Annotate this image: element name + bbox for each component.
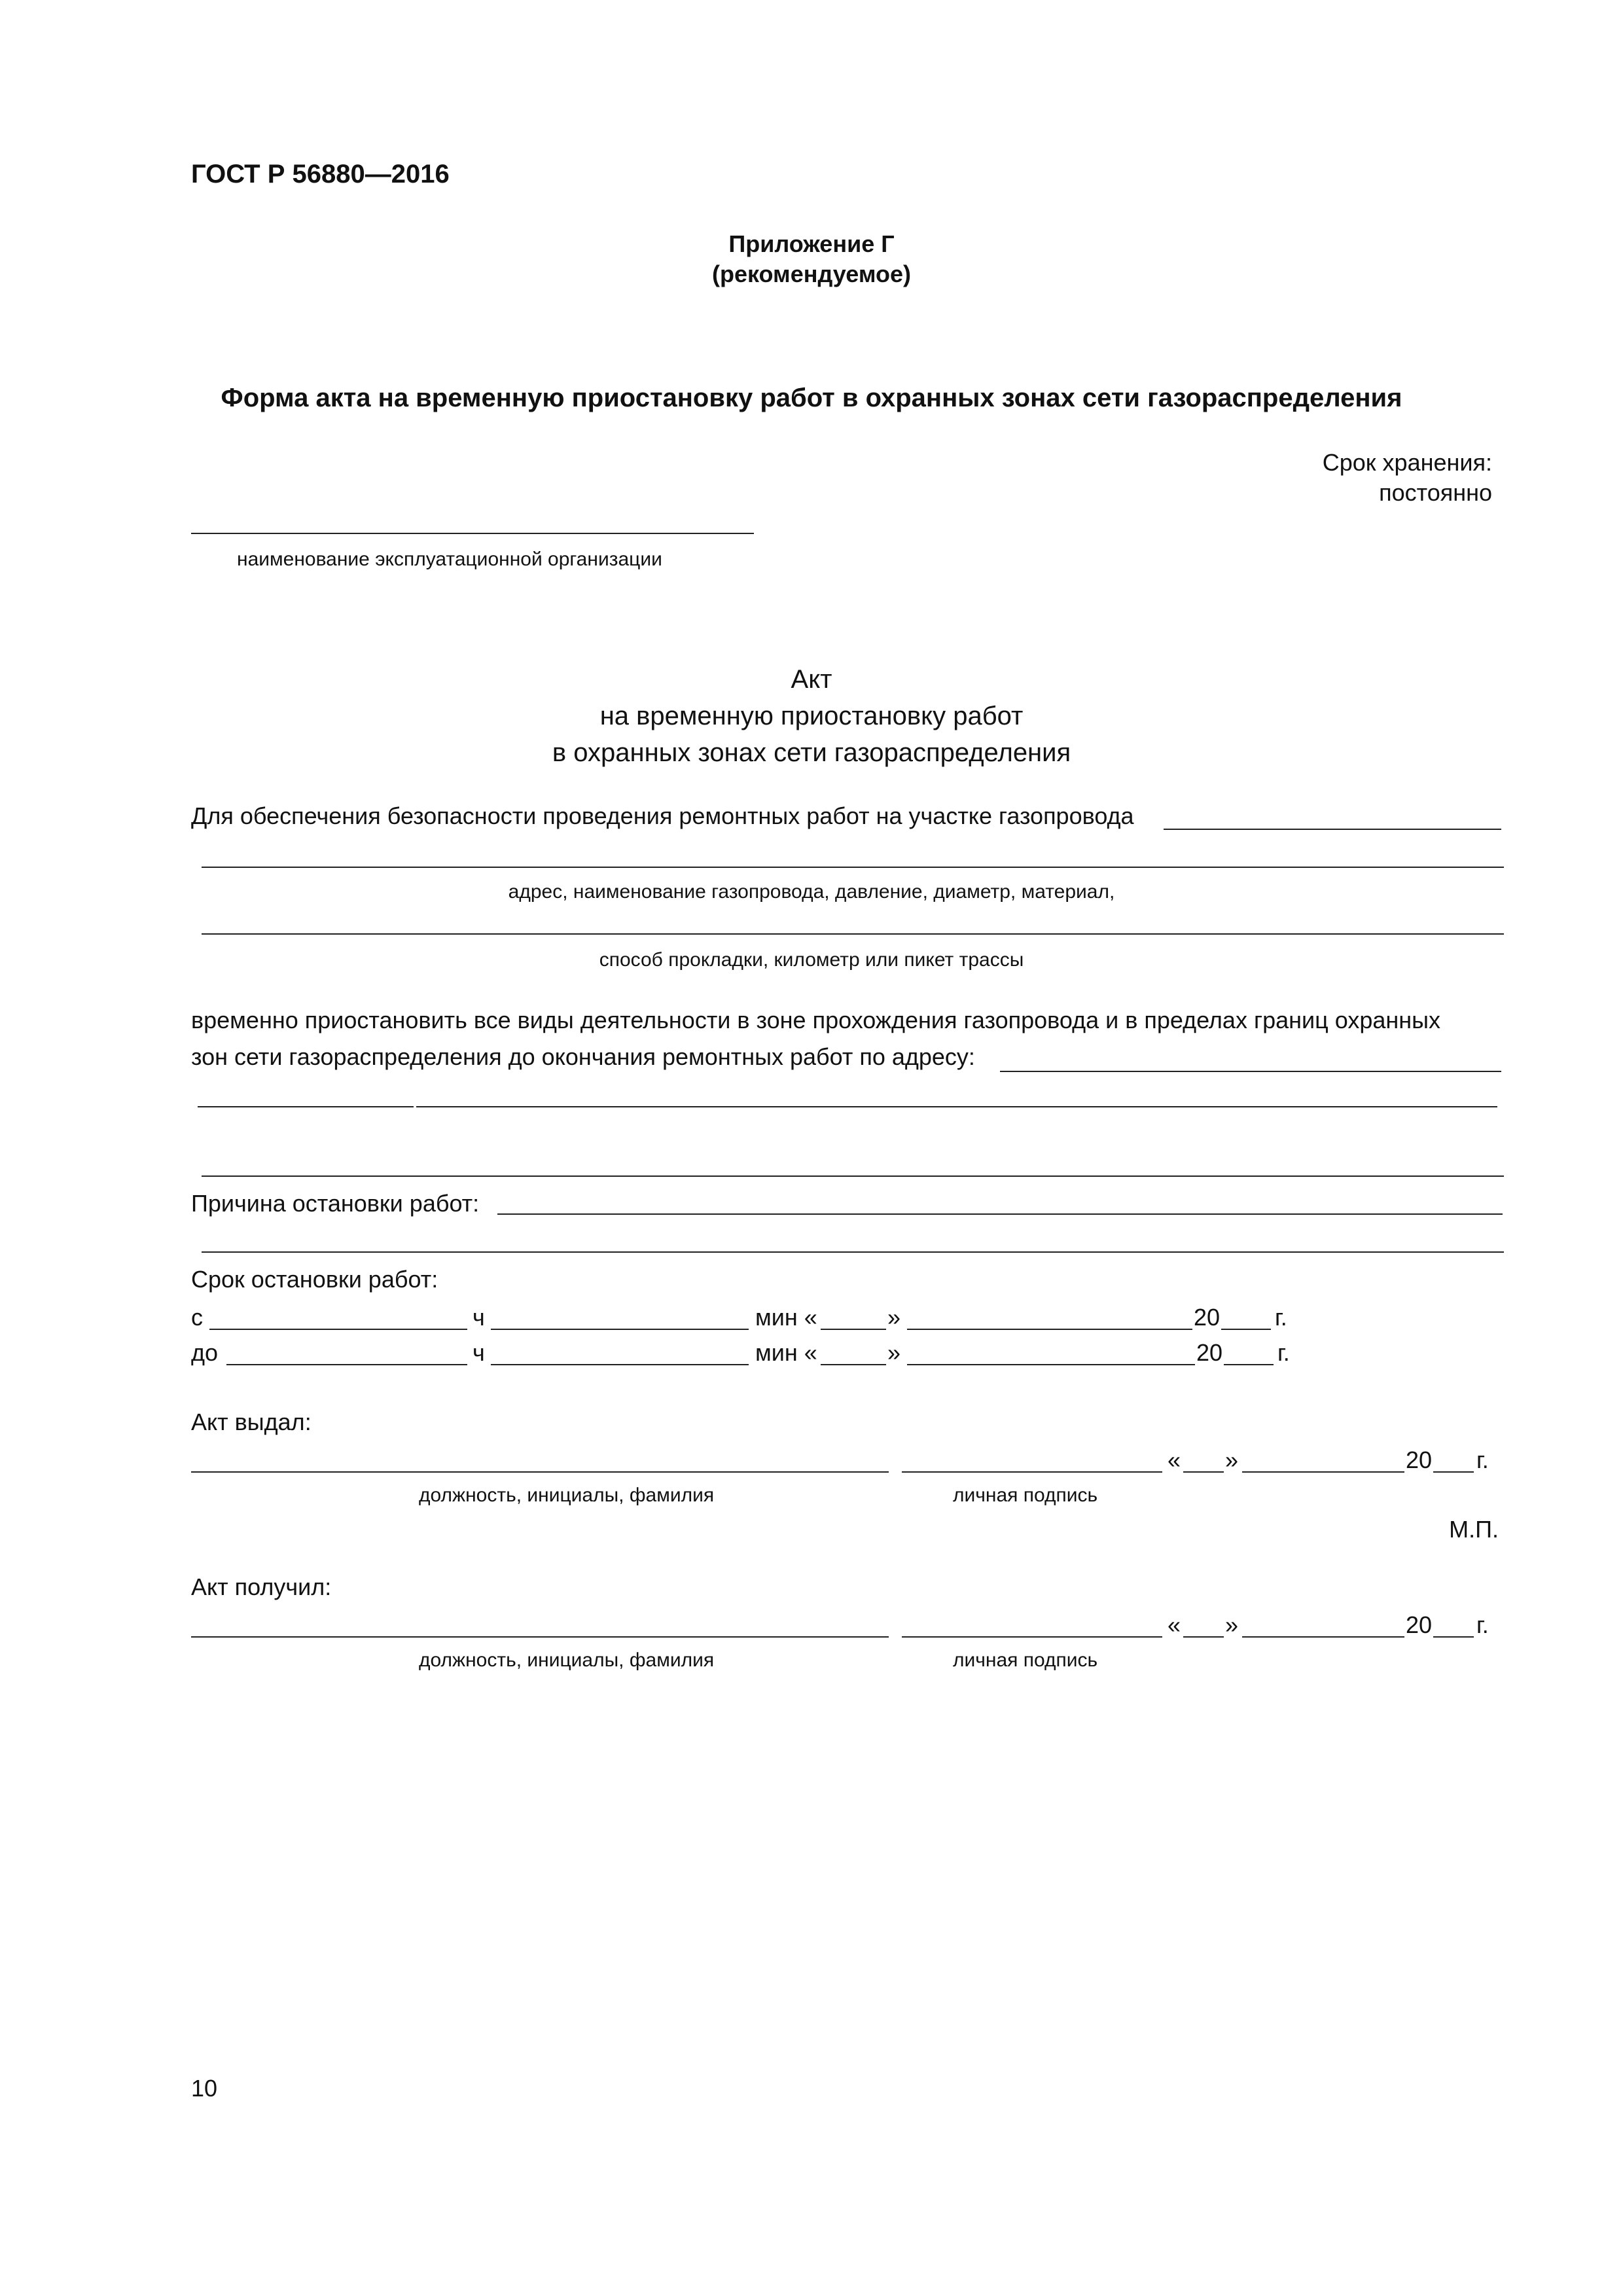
period-to-label: до [191, 1339, 219, 1366]
org-name-line [191, 533, 754, 534]
issued-quote-open: « [1168, 1446, 1181, 1473]
received-year-suffix: г. [1476, 1611, 1489, 1638]
issued-day-line [1183, 1471, 1224, 1473]
issued-year-suffix: г. [1476, 1446, 1489, 1473]
pipeline-section-line [1164, 829, 1501, 830]
reason-label: Причина остановки работ: [191, 1190, 480, 1217]
safety-paragraph: Для обеспечения безопасности проведения ремонтных работ на участке газопровода [191, 802, 1134, 829]
address-caption: адрес, наименование газопровода, давление, диаметр, материал, [508, 881, 1115, 903]
received-month-line [1242, 1636, 1404, 1638]
received-position-line [191, 1636, 889, 1638]
period-from-quote-close: » [887, 1304, 901, 1331]
issued-signature-line [902, 1471, 1162, 1473]
period-from-hour-line [491, 1329, 749, 1330]
period-from-day-line [821, 1329, 886, 1330]
address-line-3 [202, 1175, 1504, 1177]
period-to-year-prefix: 20 [1196, 1339, 1223, 1366]
period-from-year-suffix: г. [1275, 1304, 1287, 1331]
period-to-year-line [1224, 1364, 1274, 1365]
issued-month-line [1242, 1471, 1404, 1473]
laying-method-line [202, 933, 1504, 935]
received-day-line [1183, 1636, 1224, 1638]
period-to-day-line [821, 1364, 886, 1365]
period-to-year-suffix: г. [1277, 1339, 1290, 1366]
document-code: ГОСТ Р 56880—2016 [191, 160, 450, 188]
received-quote-close: » [1225, 1611, 1239, 1638]
issued-quote-close: » [1225, 1446, 1239, 1473]
page-number: 10 [191, 2075, 218, 2102]
suspend-paragraph-line2: зон сети газораспределения до окончания ремонтных работ по адресу: [191, 1043, 975, 1070]
address-line [1000, 1071, 1501, 1072]
retention-value: постоянно [1379, 479, 1492, 506]
address-line-2b [416, 1106, 1497, 1107]
period-to-min-label: мин « [755, 1339, 817, 1366]
period-to-date-line [226, 1364, 467, 1365]
period-from-min-label: мин « [755, 1304, 817, 1331]
suspend-paragraph-line1: временно приостановить все виды деятельности в зоне прохождения газопровода и в пределах границ охранных [191, 1007, 1441, 1033]
reason-line-2 [202, 1251, 1504, 1253]
period-from-year-line [1221, 1329, 1271, 1330]
period-to-quote-close: » [887, 1339, 901, 1366]
form-title: Форма акта на временную приостановку работ в охранных зонах сети газораспределения [221, 384, 1402, 412]
received-signature-line [902, 1636, 1162, 1638]
laying-method-caption: способ прокладки, километр или пикет трассы [599, 949, 1024, 971]
issued-year-line [1433, 1471, 1474, 1473]
received-label: Акт получил: [191, 1573, 332, 1600]
period-to-hour-line [491, 1364, 749, 1365]
appendix-subtitle: (рекомендуемое) [712, 260, 911, 287]
issued-position-line [191, 1471, 889, 1473]
received-year-line [1433, 1636, 1474, 1638]
retention-label: Срок хранения: [1322, 449, 1492, 476]
act-heading-line2: на временную приостановку работ [599, 702, 1024, 730]
issued-signature-caption: личная подпись [953, 1484, 1098, 1506]
address-line-2a [198, 1106, 414, 1107]
received-position-caption: должность, инициалы, фамилия [419, 1649, 715, 1671]
appendix-title: Приложение Г [728, 230, 895, 257]
period-from-month-line [907, 1329, 1192, 1330]
org-name-caption: наименование эксплуатационной организации [237, 548, 662, 570]
period-label: Срок остановки работ: [191, 1266, 438, 1293]
act-heading-line3: в охранных зонах сети газораспределения [552, 738, 1071, 767]
issued-year-prefix: 20 [1406, 1446, 1433, 1473]
period-from-date-line [209, 1329, 467, 1330]
stamp-label: М.П. [1449, 1516, 1499, 1543]
period-to-hour-label: ч [473, 1339, 485, 1366]
received-year-prefix: 20 [1406, 1611, 1433, 1638]
period-from-hour-label: ч [473, 1304, 485, 1331]
issued-position-caption: должность, инициалы, фамилия [419, 1484, 715, 1506]
reason-line [497, 1213, 1503, 1215]
received-signature-caption: личная подпись [953, 1649, 1098, 1671]
act-heading: Акт [791, 665, 832, 694]
received-quote-open: « [1168, 1611, 1181, 1638]
pipeline-details-line [202, 867, 1504, 868]
period-from-year-prefix: 20 [1194, 1304, 1221, 1331]
period-from-label: с [191, 1304, 203, 1331]
issued-label: Акт выдал: [191, 1408, 312, 1435]
period-to-month-line [907, 1364, 1195, 1365]
